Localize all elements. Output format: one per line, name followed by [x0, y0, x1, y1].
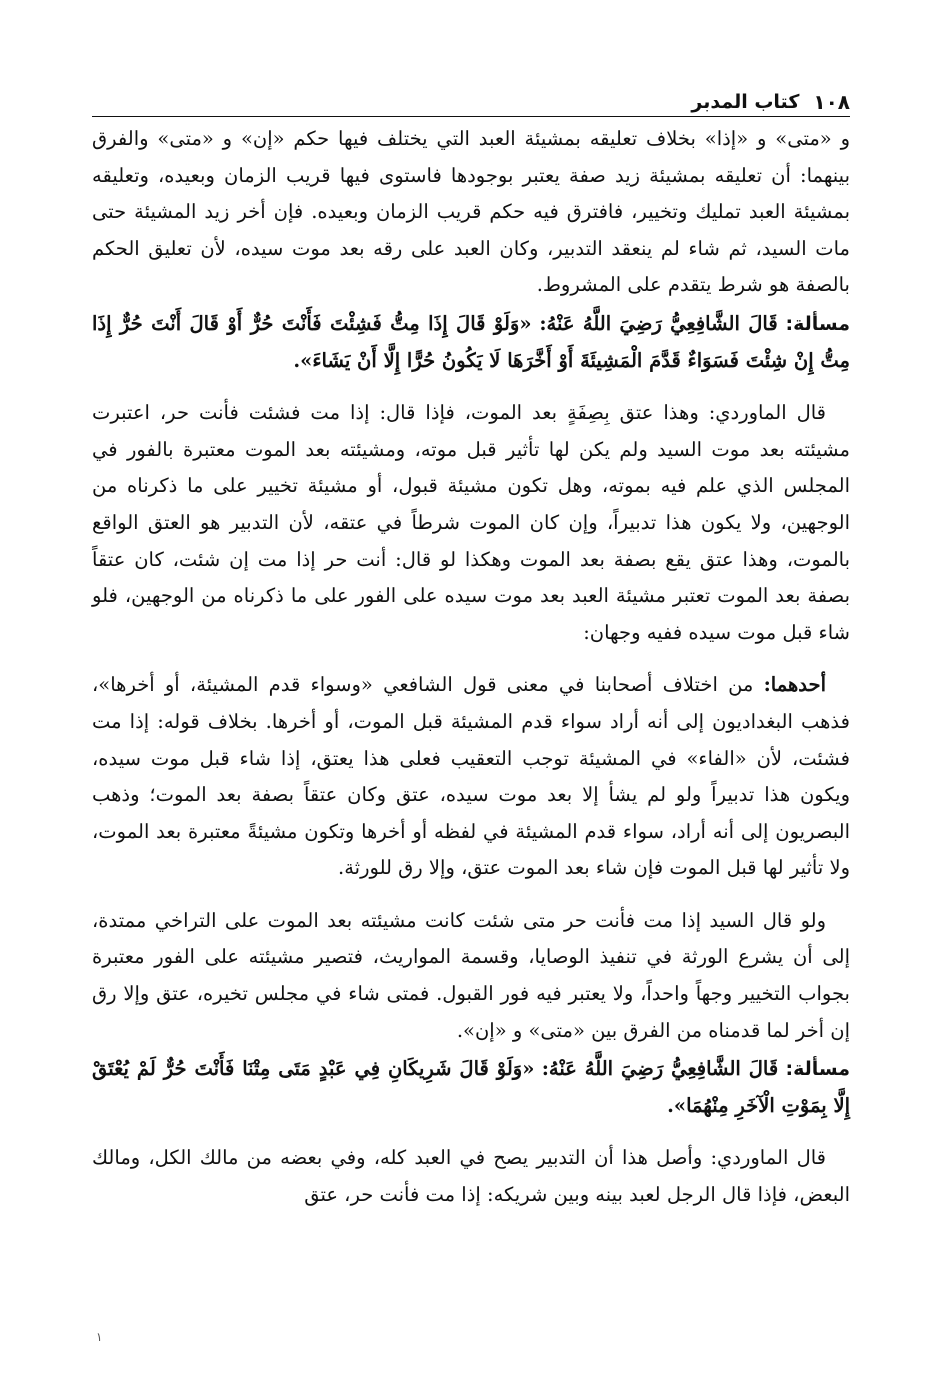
masala-2-attribution: قَالَ الشَّافِعِيُّ رَضِيَ اللَّهُ عَنْهُ: — [541, 1057, 779, 1081]
masala-1-label: مسألة: — [785, 312, 851, 335]
book-page — [92, 88, 850, 1214]
masala-2-quote: «وَلَوْ قَالَ شَرِيكَانِ فِي عَبْدٍ مَتَى مِتْنَا فَأَنْتَ حُرٌّ لَمْ يُعْتَقْ إِلَّا بِمَوْتِ الْآخَرِ مِنْهُمَا». — [92, 1057, 850, 1117]
footer-mark: ١ — [96, 1330, 103, 1344]
book-title: كتاب المدبر — [691, 91, 800, 113]
masala-2 — [92, 1051, 850, 1124]
masala-1-quote: «وَلَوْ قَالَ إِذَا مِتُّ فَشِئْتَ فَأَنْتَ حُرٌّ أَوْ قَالَ أَنْتَ حُرٌّ إِذَا مِتُّ إِنْ شِئْتَ فَسَوَاءٌ قَدَّمَ الْمَشِيئَةَ أَوْ أَخَّرَهَا لَا يَكُونُ حُرًّا إِلَّا أَنْ يَشَاءَ». — [92, 311, 850, 372]
paragraph-5: قال الماوردي: وأصل هذا أن التدبير يصح في العبد كله، وفي بعضه من مالك الكل، ومالك البعض، فإذا قال الرجل لعبد بينه وبين شريكه: إذا مت فأنت حر، عتق — [92, 1146, 850, 1207]
paragraph-3-text: من اختلاف أصحابنا في معنى قول الشافعي «وسواء قدم المشيئة، أو أخرها»، فذهب البغداديون إلى أنه أراد سواء قدم المشيئة قبل الموت، أو أخرها. بخلاف قوله: إذا مت فشئت، لأن «الفاء» في المشيئة توجب التعقيب فعلى هذا يعتق، إذا شاء قبل موت سيده، ويكون هذا تدبيراً ولو لم يشأ إلا بعد موت سيده، عتق وكان عتقاً بصفة بعد الموت؛ وذهب البصريون إلى أنه أراد، سواء قدم المشيئة في لفظه أو أخرها وتكون مشيئةً معتبرة بعد الموت، ولا تأثير لها قبل الموت فإن شاء بعد الموت عتق، وإلا رق للورثة. — [92, 673, 850, 880]
page-number: ١٠٨ — [813, 90, 850, 114]
paragraph-3-lead: أحدهما: — [763, 673, 827, 697]
paragraph-1: و «متى» و «إذا» بخلاف تعليقه بمشيئة العبد التي يختلف فيها حكم «إن» و «متى» والفرق بينهما: أن تعليقه بمشيئة زيد صفة يعتبر بوجودها فاستوى فيها قريب الزمان وبعيده، وتعليقه بمشيئة العبد تمليك وتخيير، فافترق فيه حكم قريب الزمان وبعيده. فإن أخر زيد المشيئة حتى مات السيد، ثم شاء لم ينعقد التدبير، وكان العبد على رقه بعد موت سيده، لأن تعليق الحكم بالصفة هو شرط يتقدم على المشروط. — [92, 127, 850, 297]
paragraph-2: قال الماوردي: وهذا عتق بِصِفَةٍ بعد الموت، فإذا قال: إذا مت فشئت فأنت حر، اعتبرت مشيئته بعد موت السيد ولم يكن لها تأثير قبل موته، ومشيئته بعد الموت معتبرة بالفور في المجلس الذي علم فيه بموته، وهل تكون مشيئة قبول، أو مشيئة تخيير على ما ذكرناه من الوجهين، ولا يكون هذا تدبيراً، وإن كان الموت شرطاً في عتقه، لأن التدبير هو العتق الواقع بالموت، وهذا عتق يقع بصفة بعد الموت وهكذا لو قال: أنت حر إذا مت إن شئت، كان عتقاً بصفة بعد الموت تعتبر مشيئة العبد بعد موت سيده على الفور على ما ذكرناه من الوجهين، فلو شاء قبل موت سيده ففيه وجهان: — [92, 401, 850, 644]
paragraph-4: ولو قال السيد إذا مت فأنت حر متى شئت كانت مشيئته بعد الموت على التراخي ممتدة، إلى أن يشرع الورثة في تنفيذ الوصايا، وقسمة المواريث، فتصير مشيئته على الفور معتبرة بجواب التخيير وجهاً واحداً، ولا يعتبر فيه فور القبول. فمتى شاء في مجلس تخيره، عتق وإلا رق إن أخر لما قدمناه من الفرق بين «متى» و «إن». — [92, 908, 850, 1042]
masala-1 — [92, 306, 850, 379]
page-header — [92, 88, 850, 117]
masala-1-attribution: قَالَ الشَّافِعِيُّ رَضِيَ اللَّهُ عَنْهُ: — [539, 311, 778, 335]
masala-2-label: مسألة: — [785, 1058, 850, 1081]
paragraph-3 — [92, 667, 850, 887]
